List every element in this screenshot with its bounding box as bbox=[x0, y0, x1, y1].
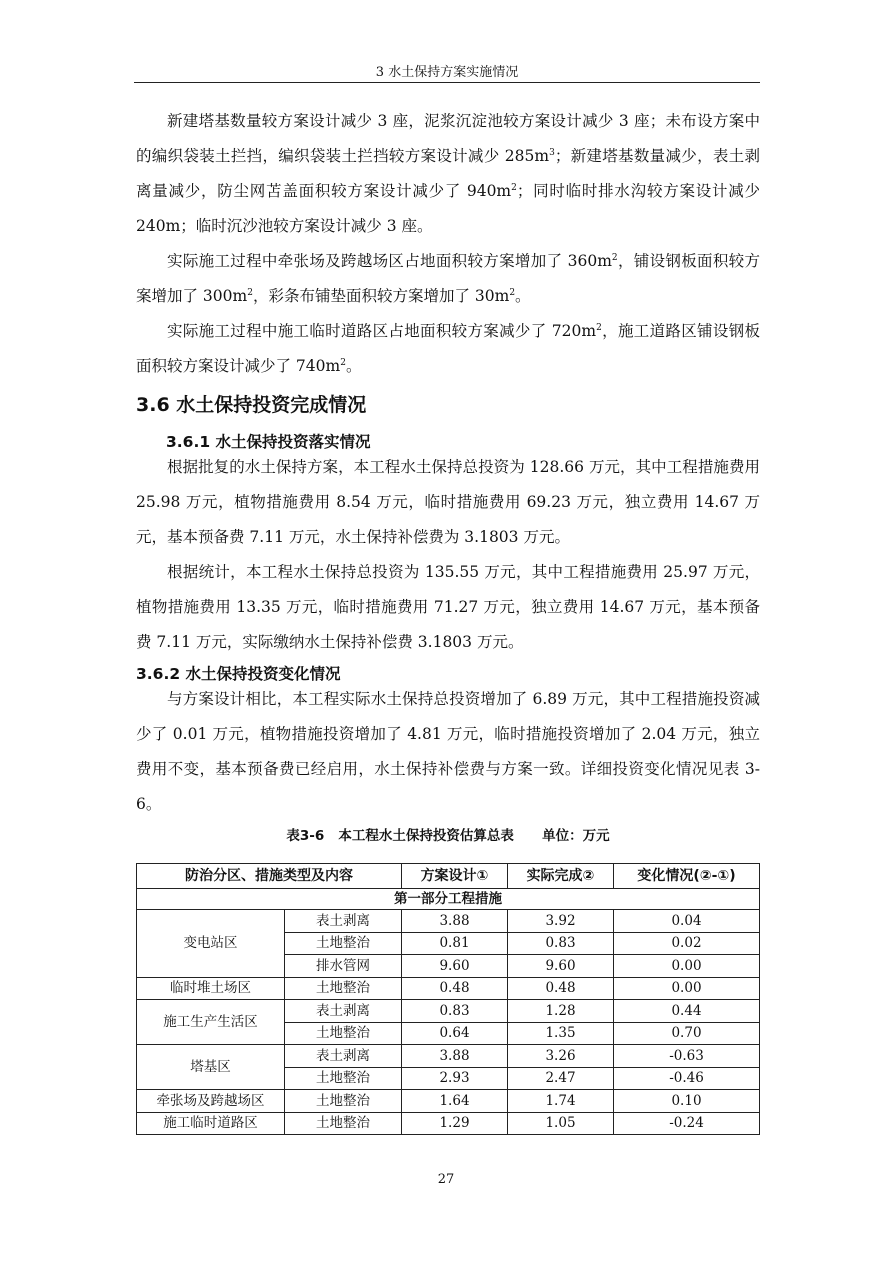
plan-cell: 0.83 bbox=[402, 1000, 508, 1023]
zone-cell: 施工生产生活区 bbox=[137, 1000, 285, 1045]
table-row bbox=[137, 1045, 760, 1068]
actual-cell: 1.35 bbox=[508, 1022, 614, 1045]
change-cell: 0.70 bbox=[614, 1022, 760, 1045]
change-cell: -0.46 bbox=[614, 1067, 760, 1090]
plan-cell: 3.88 bbox=[402, 1045, 508, 1068]
actual-cell: 0.83 bbox=[508, 932, 614, 955]
text-span: 实际施工过程中牵张场及跨越场区占地面积较方案增加了 360m bbox=[167, 252, 612, 270]
part-row bbox=[137, 889, 760, 910]
item-cell: 土地整治 bbox=[285, 1067, 402, 1090]
plan-cell: 1.29 bbox=[402, 1112, 508, 1135]
subsection-heading-3-6-1: 3.6.1 水土保持投资落实情况 bbox=[166, 433, 371, 451]
running-header: 3 水土保持方案实施情况 bbox=[375, 65, 519, 80]
item-cell: 土地整治 bbox=[285, 1112, 402, 1135]
actual-cell: 3.26 bbox=[508, 1045, 614, 1068]
plan-cell: 0.81 bbox=[402, 932, 508, 955]
item-cell: 排水管网 bbox=[285, 955, 402, 978]
header-rule bbox=[134, 82, 760, 83]
header-cell-actual: 实际完成② bbox=[508, 864, 614, 889]
paragraph-approved-investment: 根据批复的水土保持方案，本工程水土保持总投资为 128.66 万元，其中工程措施费用 25.98 万元，植物措施费用 8.54 万元，临时措施费用 69.23 万元，独立费用 14.67 万元，基本预备费 7.11 万元，水土保持补偿费为 3.1803 万元。 bbox=[136, 458, 760, 546]
table-row bbox=[137, 910, 760, 933]
superscript: 2 bbox=[511, 183, 517, 193]
text-span: ，彩条布铺垫面积较方案增加了 30m bbox=[252, 287, 510, 305]
item-cell: 土地整治 bbox=[285, 977, 402, 1000]
plan-cell: 3.88 bbox=[402, 910, 508, 933]
plan-cell: 9.60 bbox=[402, 955, 508, 978]
change-cell: -0.24 bbox=[614, 1112, 760, 1135]
table-row bbox=[137, 1000, 760, 1023]
change-cell: -0.63 bbox=[614, 1045, 760, 1068]
text-span: 。 bbox=[345, 357, 362, 375]
paragraph-investment-change: 与方案设计相比，本工程实际水土保持总投资增加了 6.89 万元，其中工程措施投资减少了 0.01 万元，植物措施投资增加了 4.81 万元，临时措施投资增加了 2.04 万元，独立费用不变，基本预备费已经启用，水土保持补偿费与方案一致。详细投资变化情况见表 3-6。 bbox=[136, 690, 760, 813]
plan-cell: 1.64 bbox=[402, 1090, 508, 1113]
superscript: 2 bbox=[509, 288, 516, 298]
zone-cell: 变电站区 bbox=[137, 910, 285, 978]
item-cell: 土地整治 bbox=[285, 1022, 402, 1045]
superscript: 2 bbox=[340, 358, 346, 368]
table-caption: 表3-6 本工程水土保持投资估算总表 单位：万元 bbox=[286, 828, 610, 844]
page-number: 27 bbox=[437, 1172, 455, 1187]
text-span: ，铺设钢板面积较方案增加了 300m bbox=[136, 252, 760, 305]
zone-cell: 施工临时道路区 bbox=[137, 1112, 285, 1135]
actual-cell: 3.92 bbox=[508, 910, 614, 933]
zone-cell: 临时堆土场区 bbox=[137, 977, 285, 1000]
investment-table bbox=[136, 863, 760, 1135]
text-span: ；同时临时排水沟较方案设计减少 240m；临时沉沙池较方案设计减少 3 座。 bbox=[136, 182, 760, 235]
item-cell: 土地整治 bbox=[285, 932, 402, 955]
table-header-row bbox=[137, 864, 760, 889]
item-cell: 表土剥离 bbox=[285, 1000, 402, 1023]
change-cell: 0.00 bbox=[614, 977, 760, 1000]
table-row bbox=[137, 1090, 760, 1113]
table-row bbox=[137, 1112, 760, 1135]
header-cell-plan: 方案设计① bbox=[402, 864, 508, 889]
plan-cell: 0.48 bbox=[402, 977, 508, 1000]
actual-cell: 2.47 bbox=[508, 1067, 614, 1090]
paragraph-tension-site bbox=[136, 244, 760, 314]
actual-cell: 9.60 bbox=[508, 955, 614, 978]
zone-cell: 塔基区 bbox=[137, 1045, 285, 1090]
text-span: ；新建塔基数量减少，表土剥离量减少，防尘网苫盖面积较方案设计减少了 940m bbox=[136, 147, 760, 200]
superscript: 2 bbox=[611, 253, 618, 263]
superscript: 3 bbox=[549, 148, 555, 158]
text-span: 新建塔基数量较方案设计减少 3 座，泥浆沉淀池较方案设计减少 3 座；未布设方案中的编织袋装土拦挡，编织袋装土拦挡较方案设计减少 285m bbox=[136, 112, 760, 165]
section-heading-3-6: 3.6 水土保持投资完成情况 bbox=[136, 394, 367, 416]
superscript: 2 bbox=[247, 288, 253, 298]
table-row bbox=[137, 977, 760, 1000]
change-cell: 0.10 bbox=[614, 1090, 760, 1113]
plan-cell: 2.93 bbox=[402, 1067, 508, 1090]
actual-cell: 0.48 bbox=[508, 977, 614, 1000]
change-cell: 0.44 bbox=[614, 1000, 760, 1023]
item-cell: 表土剥离 bbox=[285, 910, 402, 933]
text-span: ，施工道路区铺设钢板面积较方案设计减少了 740m bbox=[136, 322, 760, 375]
change-cell: 0.02 bbox=[614, 932, 760, 955]
plan-cell: 0.64 bbox=[402, 1022, 508, 1045]
header-cell-zone: 防治分区、措施类型及内容 bbox=[137, 864, 402, 889]
text-span: 实际施工过程中施工临时道路区占地面积较方案减少了 720m bbox=[167, 322, 597, 340]
item-cell: 土地整治 bbox=[285, 1090, 402, 1113]
paragraph-temp-road bbox=[136, 314, 760, 384]
actual-cell: 1.74 bbox=[508, 1090, 614, 1113]
item-cell: 表土剥离 bbox=[285, 1045, 402, 1068]
change-cell: 0.04 bbox=[614, 910, 760, 933]
change-cell: 0.00 bbox=[614, 955, 760, 978]
superscript: 2 bbox=[596, 323, 602, 333]
part-label: 第一部分工程措施 bbox=[137, 889, 760, 910]
paragraph-reduction bbox=[136, 104, 760, 244]
actual-cell: 1.28 bbox=[508, 1000, 614, 1023]
header-cell-change: 变化情况(②-①) bbox=[614, 864, 760, 889]
text-span: 。 bbox=[515, 287, 531, 305]
actual-cell: 1.05 bbox=[508, 1112, 614, 1135]
zone-cell: 牵张场及跨越场区 bbox=[137, 1090, 285, 1113]
paragraph-actual-investment: 根据统计，本工程水土保持总投资为 135.55 万元，其中工程措施费用 25.97 万元，植物措施费用 13.35 万元，临时措施费用 71.27 万元，独立费用 14.67 万元，基本预备费 7.11 万元，实际缴纳水土保持补偿费 3.1803 万元。 bbox=[136, 563, 760, 651]
subsection-heading-3-6-2: 3.6.2 水土保持投资变化情况 bbox=[136, 665, 341, 683]
